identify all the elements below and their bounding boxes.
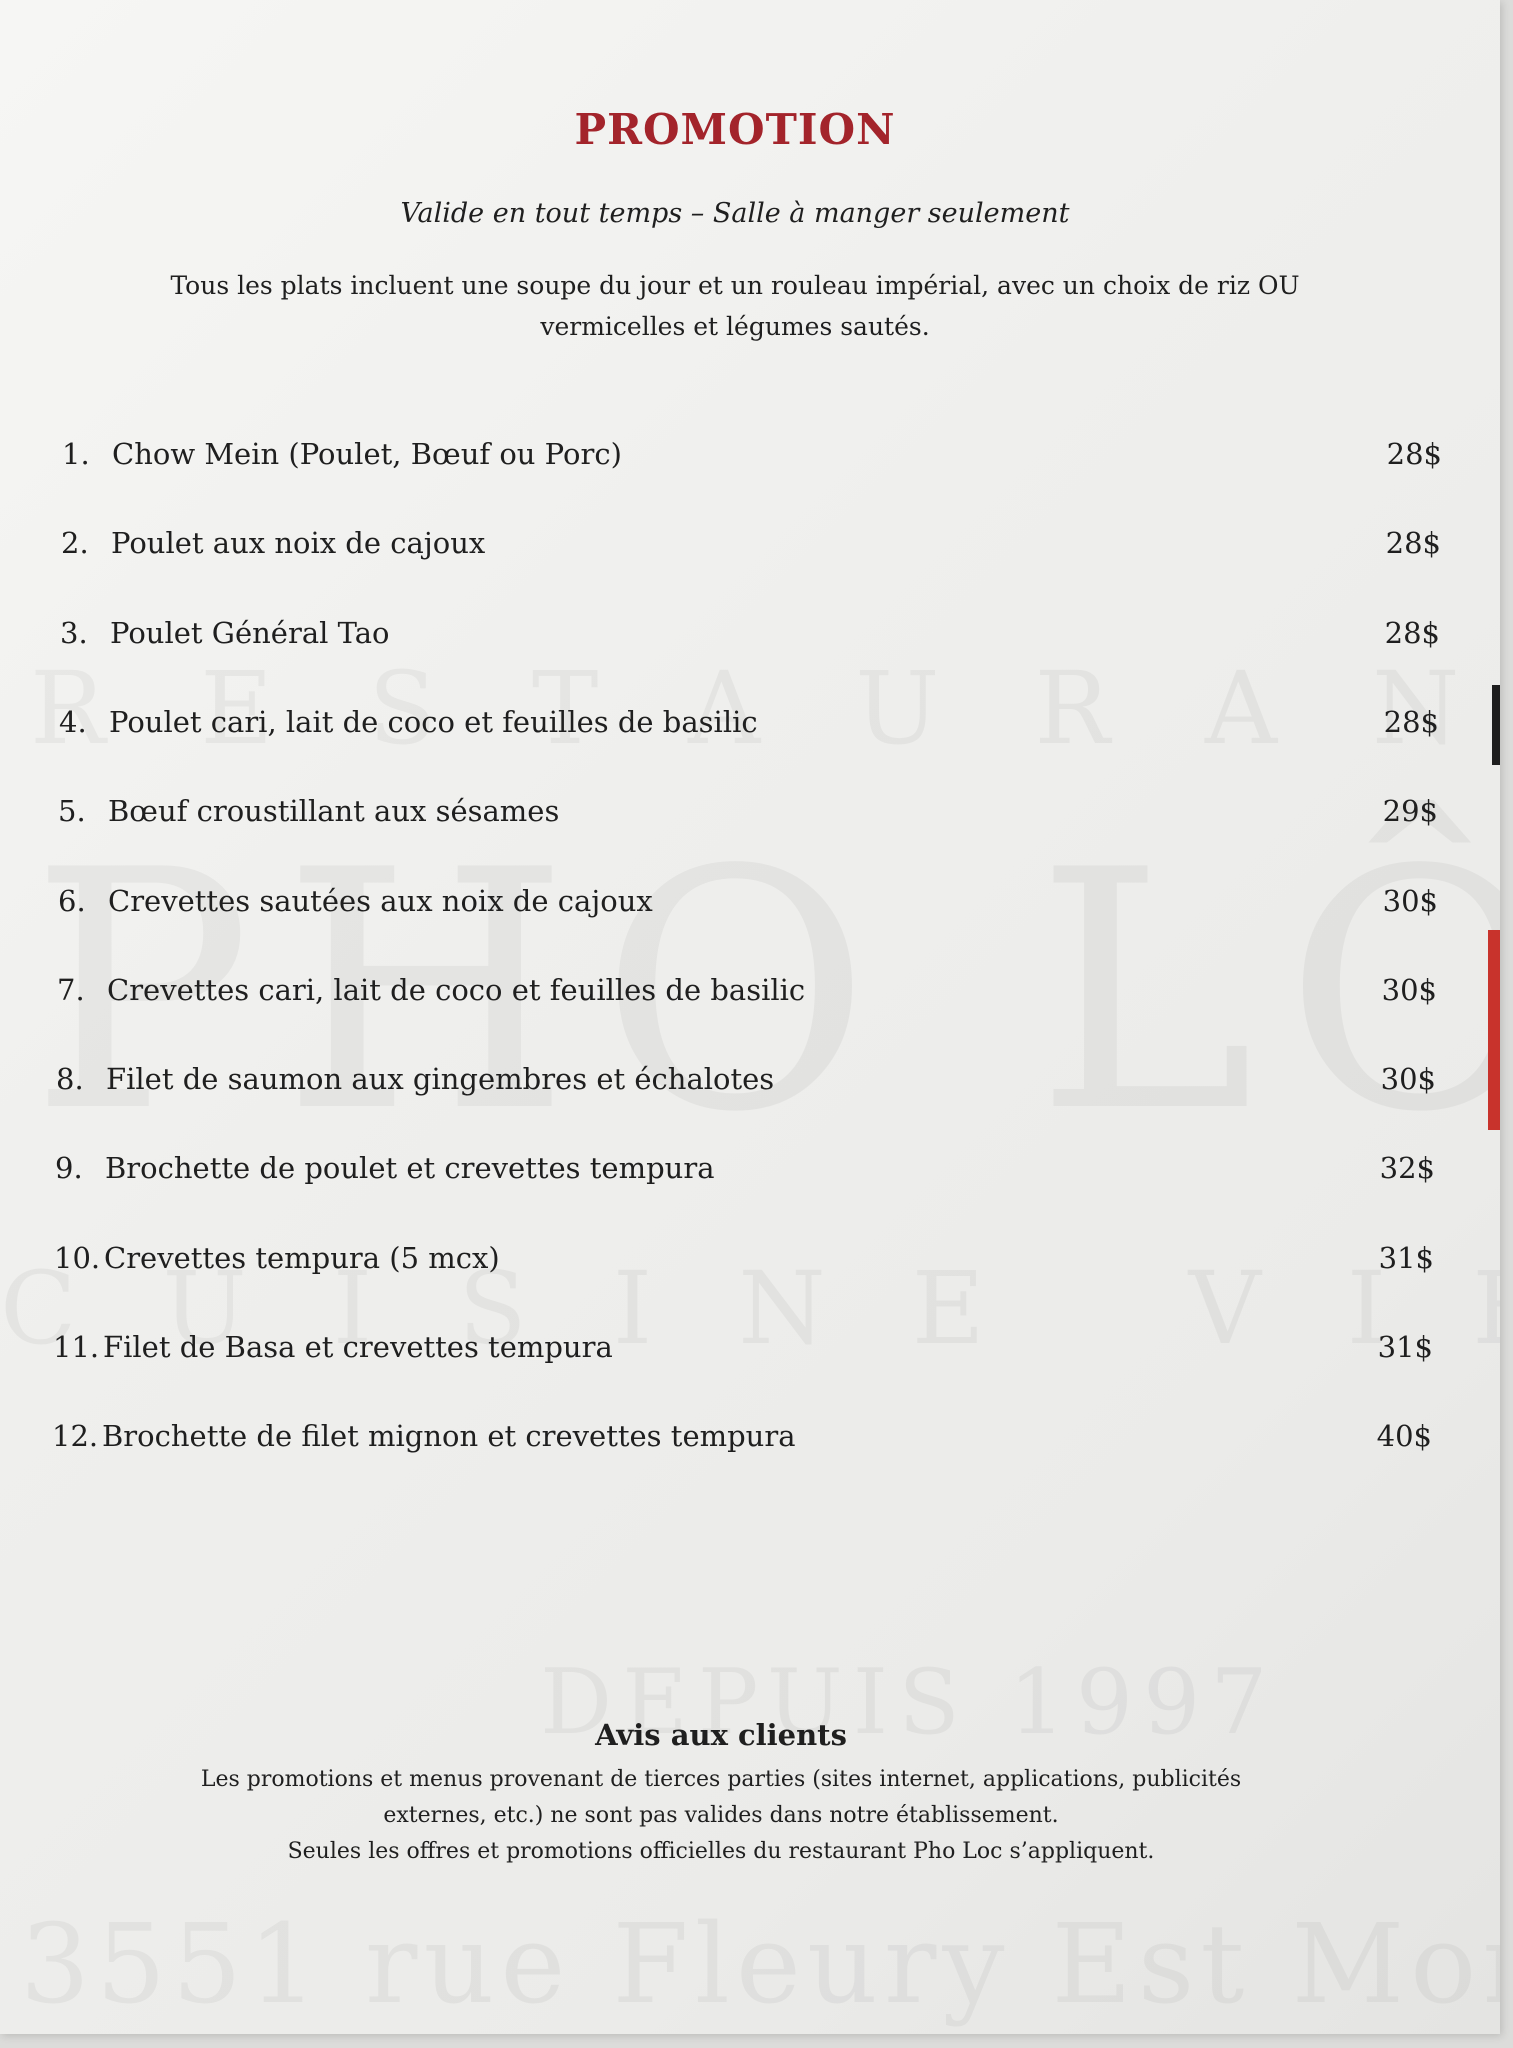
menu-item-price: 29$ xyxy=(1382,794,1438,828)
menu-item-number: 11. xyxy=(53,1330,100,1364)
menu-item xyxy=(61,526,1441,570)
menu-item-name: Bœuf croustillant aux sésames xyxy=(108,794,560,828)
menu-item-name: Crevettes sautées aux noix de cajoux xyxy=(108,884,653,918)
menu-item xyxy=(62,437,1442,481)
notice-line: Les promotions et menus provenant de tierces parties (sites internet, applications, publicités xyxy=(200,1767,1242,1792)
promotion-validity: Valide en tout temps – Salle à manger seulement xyxy=(400,198,1070,229)
menu-item xyxy=(58,884,1438,928)
menu-item-name: Filet de Basa et crevettes tempura xyxy=(103,1330,613,1364)
menu-item-price: 30$ xyxy=(1382,884,1438,918)
menu-item-price: 28$ xyxy=(1386,437,1442,471)
menu-item-number: 5. xyxy=(58,794,86,828)
menu-item-number: 2. xyxy=(61,526,89,560)
menu-item-price: 31$ xyxy=(1378,1241,1434,1275)
menu-item-number: 12. xyxy=(52,1419,99,1453)
menu-item-price: 28$ xyxy=(1384,616,1440,650)
menu-item-number: 9. xyxy=(55,1151,83,1185)
notice-line: externes, etc.) ne sont pas valides dans notre établissement. xyxy=(383,1803,1059,1828)
menu-item-name: Chow Mein (Poulet, Bœuf ou Porc) xyxy=(112,437,622,471)
menu-item-number: 1. xyxy=(62,437,90,471)
binder-tab-dark xyxy=(1492,685,1500,765)
menu-item xyxy=(55,1151,1435,1195)
menu-item-name: Crevettes tempura (5 mcx) xyxy=(104,1241,500,1275)
promotion-description: Tous les plats incluent une soupe du jour et un rouleau impérial, avec un choix de riz OU vermicelles et légumes sautés. xyxy=(170,271,1300,341)
menu-item xyxy=(54,1241,1434,1285)
notice-text xyxy=(150,1762,1292,1870)
menu-item-name: Poulet cari, lait de coco et feuilles de basilic xyxy=(109,705,758,739)
menu-item-price: 32$ xyxy=(1379,1151,1435,1185)
menu-item-name: Poulet aux noix de cajoux xyxy=(111,526,486,560)
menu-item-price: 28$ xyxy=(1383,705,1439,739)
menu-item-number: 3. xyxy=(60,616,88,650)
menu-item xyxy=(53,1330,1433,1374)
menu-item xyxy=(59,705,1439,749)
menu-item-name: Crevettes cari, lait de coco et feuilles de basilic xyxy=(107,973,806,1007)
menu-item-price: 31$ xyxy=(1377,1330,1433,1364)
menu-item xyxy=(56,1062,1436,1106)
notice-title: Avis aux clients xyxy=(595,1718,847,1752)
menu-item-name: Filet de saumon aux gingembres et échalotes xyxy=(106,1062,775,1096)
menu-item-price: 30$ xyxy=(1380,1062,1436,1096)
menu-item xyxy=(52,1419,1432,1463)
notice-line: Seules les offres et promotions officielles du restaurant Pho Loc s’appliquent. xyxy=(287,1839,1155,1864)
menu-item-price: 40$ xyxy=(1376,1419,1432,1453)
page-title: PROMOTION xyxy=(574,105,896,154)
menu-item-name: Poulet Général Tao xyxy=(110,616,390,650)
menu-item-price: 30$ xyxy=(1381,973,1437,1007)
menu-item-number: 8. xyxy=(56,1062,84,1096)
menu-item xyxy=(57,973,1437,1017)
menu-item-name: Brochette de poulet et crevettes tempura xyxy=(105,1151,715,1185)
menu-item xyxy=(60,616,1440,660)
menu-item-name: Brochette de filet mignon et crevettes tempura xyxy=(102,1419,796,1453)
menu-item xyxy=(58,794,1438,838)
menu-item-number: 10. xyxy=(54,1241,101,1275)
menu-item-price: 28$ xyxy=(1385,526,1441,560)
menu-item-number: 4. xyxy=(59,705,87,739)
menu-item-number: 6. xyxy=(58,884,86,918)
menu-item-number: 7. xyxy=(57,973,85,1007)
watermark-address xyxy=(20,1900,1500,2028)
binder-tab-red xyxy=(1488,930,1500,1130)
